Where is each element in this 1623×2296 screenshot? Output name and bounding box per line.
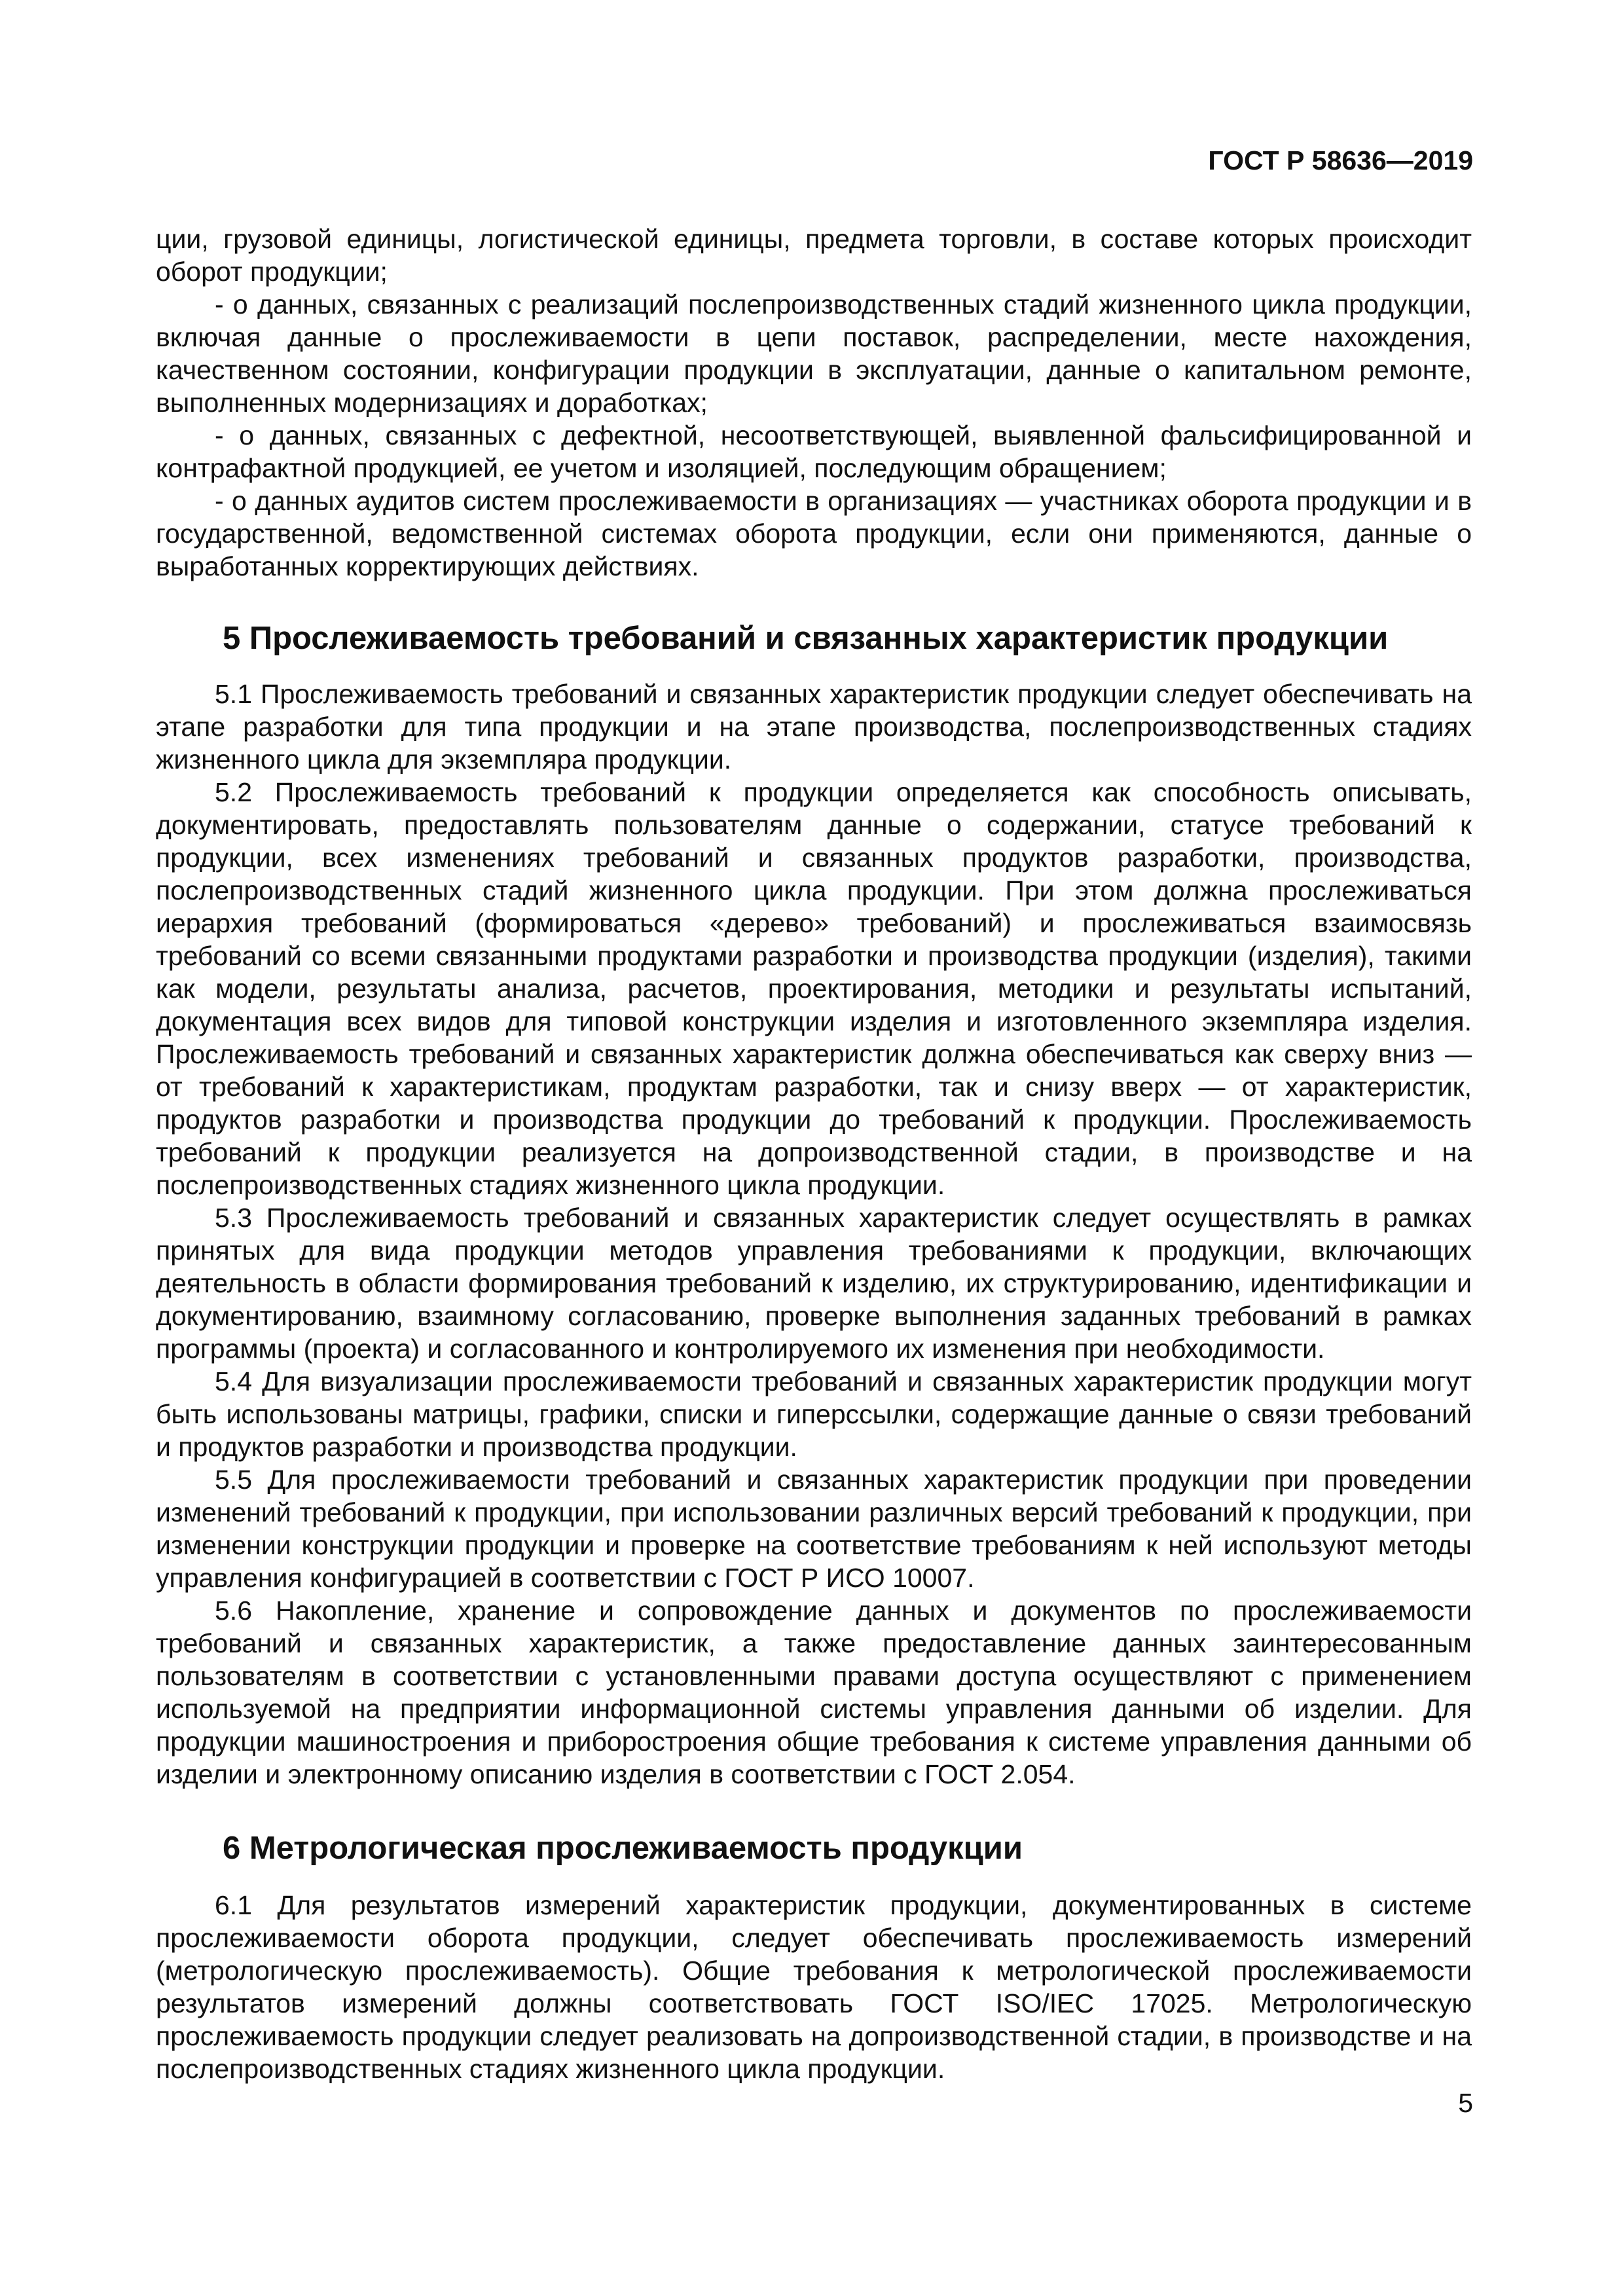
list-item: - о данных аудитов систем прослеживаемости в организациях — участниках оборота продукции и в государственной, ведомственной системах оборота продукции, если они применяются, данные о выработанных корректирующих действиях. — [156, 486, 1472, 581]
page-number: 5 — [1458, 2088, 1473, 2118]
list-item: - о данных, связанных с дефектной, несоответствующей, выявленной фальсифицированной и контрафактной продукцией, ее учетом и изоляцией, последующим обращением; — [156, 420, 1472, 483]
paragraph-5-4: 5.4 Для визуализации прослеживаемости требований и связанных характеристик продукции могут быть использованы матрицы, графики, списки и гиперссылки, содержащие данные о связи требований и продуктов разработки и производства продукции. — [156, 1366, 1472, 1462]
section-6-heading: 6 Метрологическая прослеживаемость продукции — [223, 1831, 1023, 1866]
paragraph-5-2: 5.2 Прослеживаемость требований к продукции определяется как способность описывать, документировать, предоставлять пользователям данные о содержании, статусе требований к продукции, всех изменениях требований и связанных продуктов разработки, производства, послепроизводственных стадий жизненного цикла продукции. При этом должна прослеживаться иерархия требований (формироваться «дерево» требований) и прослеживаться взаимосвязь требований со всеми связанными продуктами разработки и производства продукции (изделия), такими как модели, результаты анализа, расчетов, проектирования, методики и результаты испытаний, документация всех видов для типовой конструкции изделия и изготовленного экземпляра изделия. Прослеживаемость требований и связанных характеристик должна обеспечиваться как сверху вниз — от требований к характеристикам, продуктам разработки, так и снизу вверх — от характеристик, продуктов разработки и производства продукции до требований к продукции. Прослеживаемость требований к продукции реализуется на допроизводственной стадии, в производстве и на послепроизводственных стадиях жизненного цикла продукции. — [156, 777, 1472, 1200]
paragraph-6-1: 6.1 Для результатов измерений характеристик продукции, документированных в системе прослеживаемости оборота продукции, следует обеспечивать прослеживаемость измерений (метрологическую прослеживаемость). Общие требования к метрологической прослеживаемости результатов измерений должны соответствовать ГОСТ ISO/IEC 17025. Метрологическую прослеживаемость продукции следует реализовать на допроизводственной стадии, в производстве и на послепроизводственных стадиях жизненного цикла продукции. — [156, 1890, 1472, 2084]
paragraph-5-3: 5.3 Прослеживаемость требований и связанных характеристик следует осуществлять в рамках принятых для вида продукции методов управления требованиями к продукции, включающих деятельность в области формирования требований к изделию, их структурированию, идентификации и документированию, взаимному согласованию, проверке выполнения заданных требований в рамках программы (проекта) и согласованного и контролируемого их изменения при необходимости. — [156, 1203, 1472, 1364]
paragraph-5-1: 5.1 Прослеживаемость требований и связанных характеристик продукции следует обеспечивать на этапе разработки для типа продукции и на этапе производства, послепроизводственных стадиях жизненного цикла для экземпляра продукции. — [156, 679, 1472, 774]
list-item: - о данных, связанных с реализаций послепроизводственных стадий жизненного цикла продукции, включая данные о прослеживаемости в цепи поставок, распределении, месте нахождения, качественном состоянии, конфигурации продукции в эксплуатации, данные о капитальном ремонте, выполненных модернизациях и доработках; — [156, 289, 1472, 418]
intro-continuation: ции, грузовой единицы, логистической единицы, предмета торговли, в составе которых происходит оборот продукции; — [156, 224, 1472, 287]
document-header-id: ГОСТ Р 58636—2019 — [1208, 145, 1473, 175]
paragraph-5-6: 5.6 Накопление, хранение и сопровождение данных и документов по прослеживаемости требований и связанных характеристик, а также предоставление данных заинтересованным пользователям в соответствии с установленными правами доступа осуществляют с применением используемой на предприятии информационной системы управления данными об изделии. Для продукции машиностроения и приборостроения общие требования к системе управления данными об изделии и электронному описанию изделия в соответствии с ГОСТ 2.054. — [156, 1595, 1472, 1789]
paragraph-5-5: 5.5 Для прослеживаемости требований и связанных характеристик продукции при проведении изменений требований к продукции, при использовании различных версий требований к продукции, при изменении конструкции продукции и проверке на соответствие требованиям к ней используют методы управления конфигурацией в соответствии с ГОСТ Р ИСО 10007. — [156, 1465, 1472, 1593]
page-body — [156, 223, 1472, 2085]
section-5-heading: 5 Прослеживаемость требований и связанных характеристик продукции — [223, 621, 1389, 656]
